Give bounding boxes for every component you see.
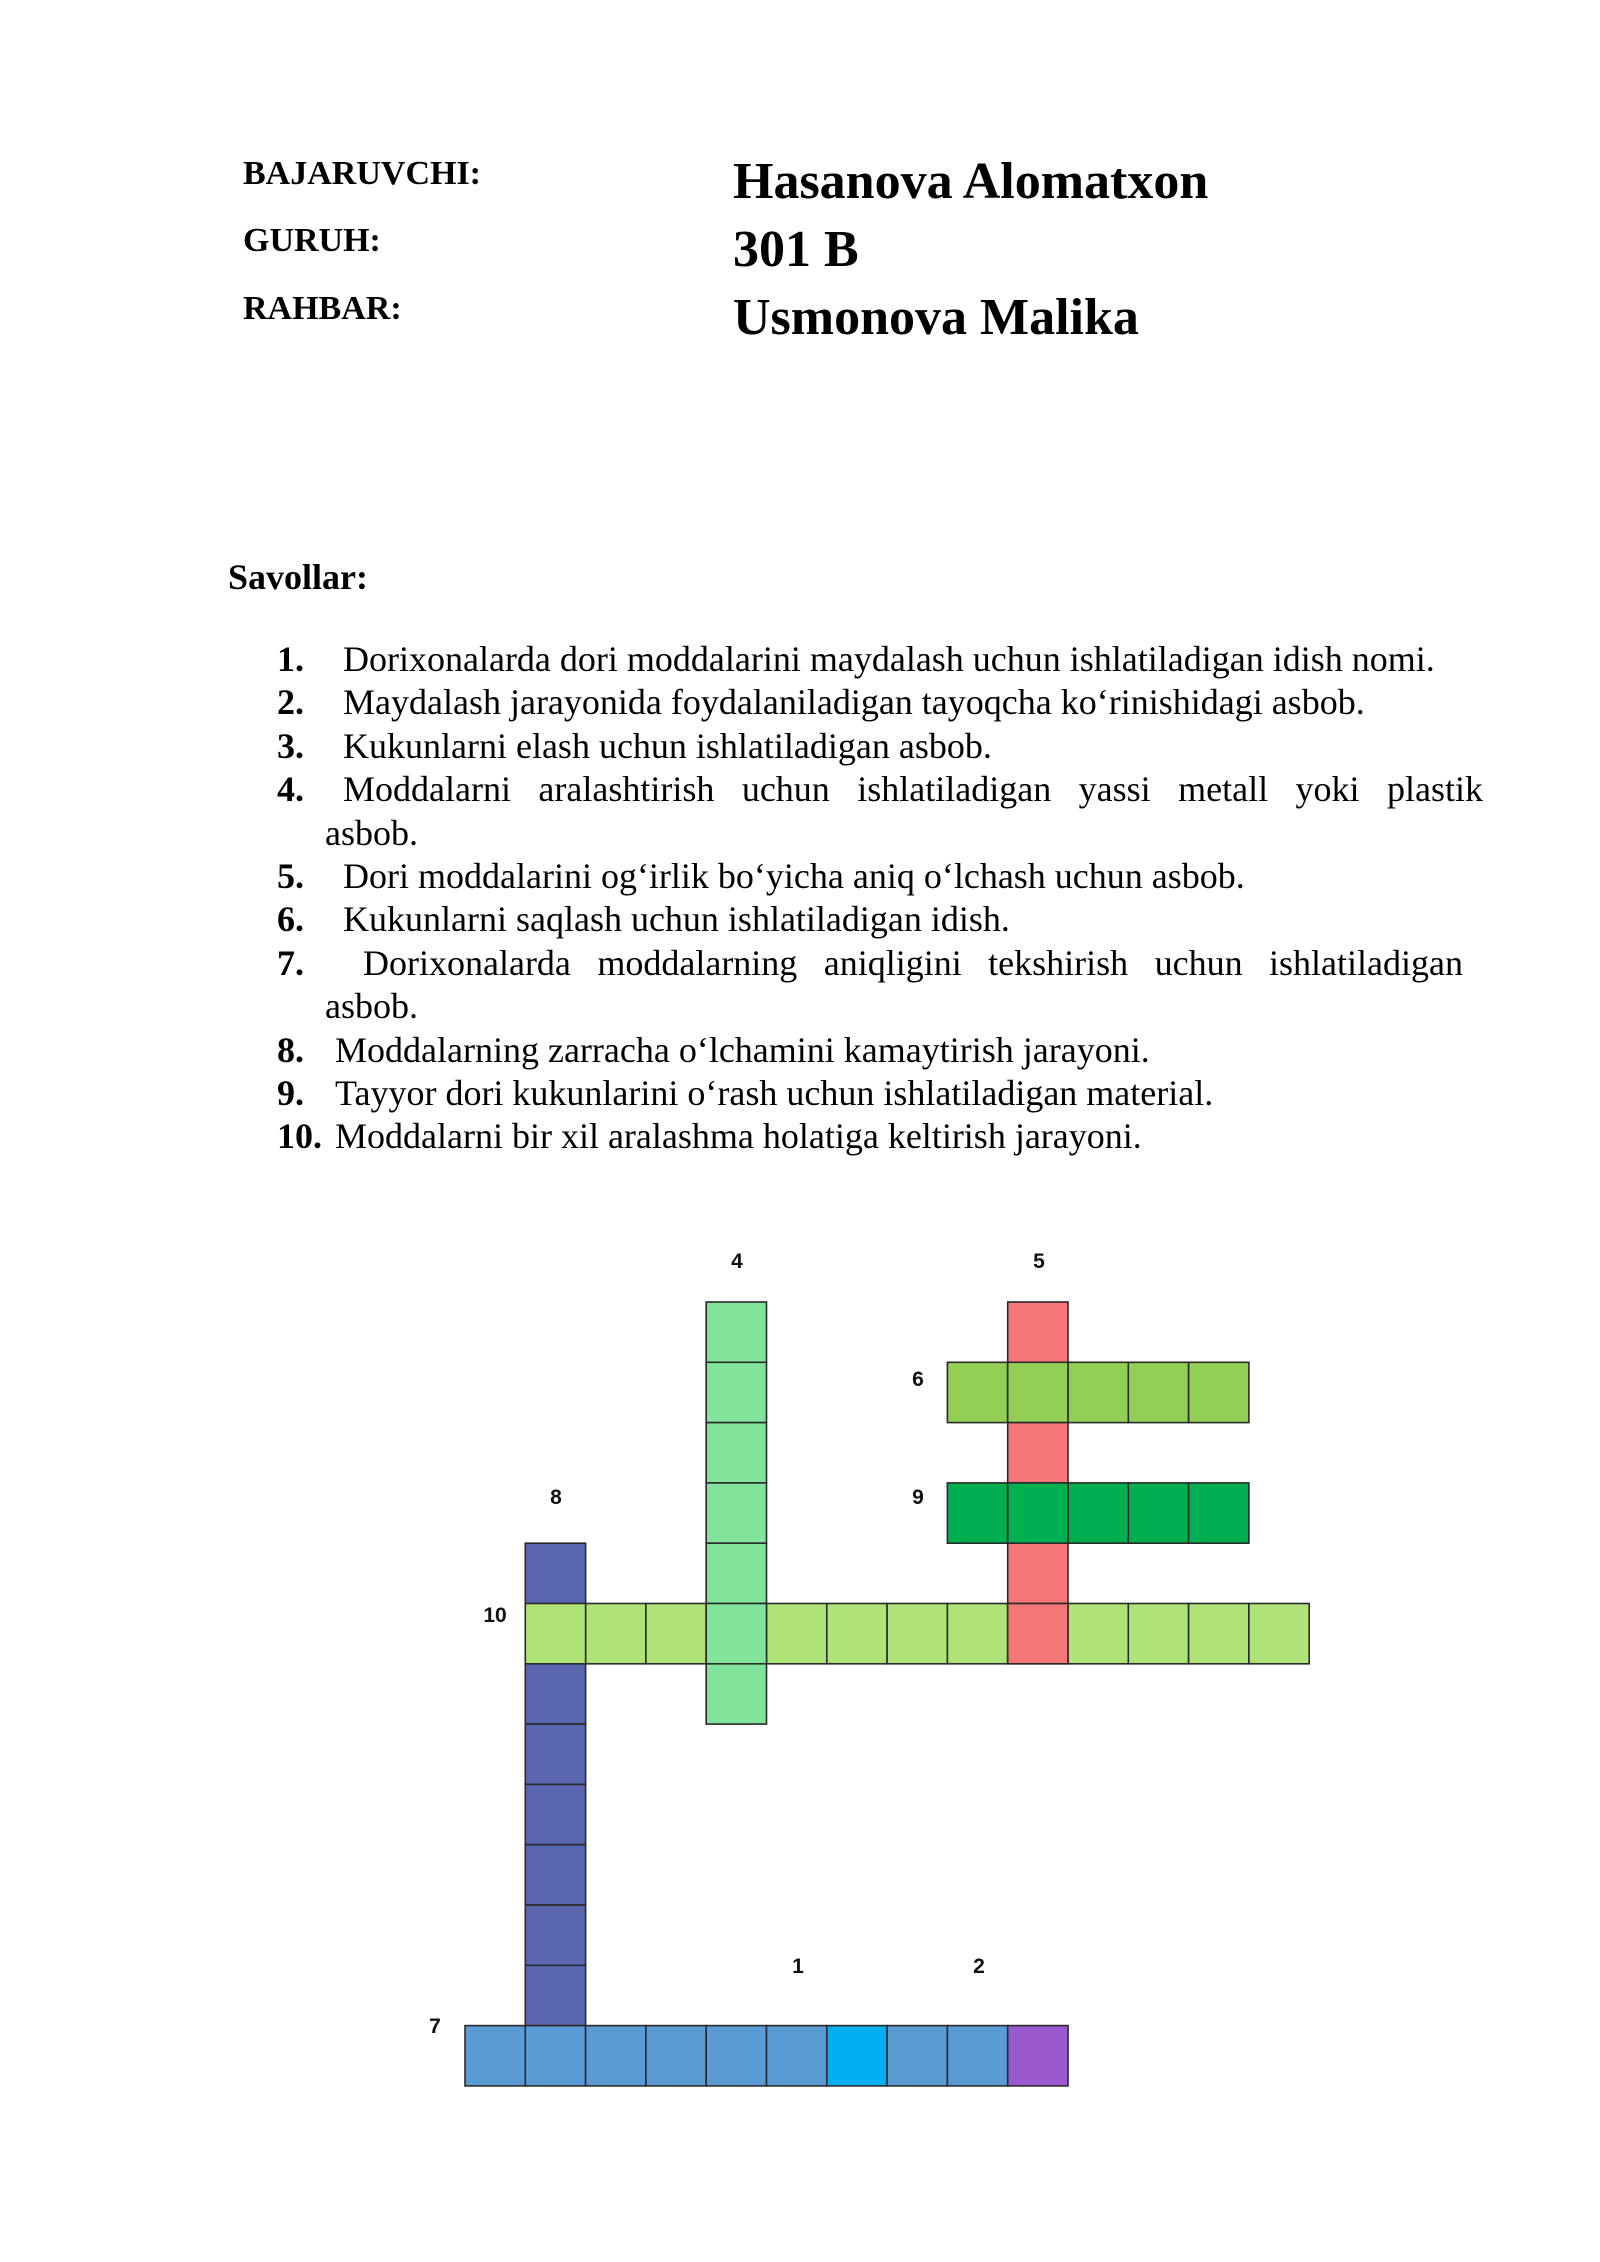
question-item xyxy=(277,768,1485,855)
crossword-cell-6[interactable] xyxy=(1189,1362,1249,1422)
crossword-cell-10[interactable] xyxy=(586,1604,646,1664)
questions-list xyxy=(277,638,1485,1159)
crossword-cell-9[interactable] xyxy=(1008,1483,1068,1543)
crossword-cell-4[interactable] xyxy=(706,1423,766,1483)
crossword-cell-7[interactable] xyxy=(586,2026,646,2086)
clue-number-9: 9 xyxy=(912,1486,924,1509)
crossword-cell-10[interactable] xyxy=(1068,1604,1128,1664)
question-text: Moddalarning zarracha o‘lchamini kamaytirish jarayoni. xyxy=(335,1029,1150,1070)
question-number: 7. xyxy=(277,942,304,983)
crossword-cell-9[interactable] xyxy=(1068,1483,1128,1543)
question-text-continued: asbob. xyxy=(325,812,418,853)
question-text: Kukunlarni elash uchun ishlatiladigan asbob. xyxy=(343,725,992,766)
question-number: 9. xyxy=(277,1073,304,1114)
crossword-cell-10[interactable] xyxy=(1008,1604,1068,1664)
clue-number-8: 8 xyxy=(550,1486,562,1509)
performer-label: BAJARUVCHI: xyxy=(243,155,481,192)
question-number: 8. xyxy=(277,1029,304,1070)
crossword-cell-5[interactable] xyxy=(1008,1483,1068,1543)
question-item xyxy=(277,638,1485,681)
clue-number-6: 6 xyxy=(912,1368,924,1391)
question-number: 10. xyxy=(277,1116,322,1157)
clue-number-7: 7 xyxy=(429,2015,441,2038)
crossword-cell-4[interactable] xyxy=(706,1664,766,1724)
crossword-cell-10[interactable] xyxy=(525,1604,585,1664)
crossword-cell-10[interactable] xyxy=(1249,1604,1309,1664)
crossword-cell-8[interactable] xyxy=(525,1724,585,1784)
question-text: Kukunlarni saqlash uchun ishlatiladigan idish. xyxy=(343,899,1010,940)
question-item xyxy=(277,898,1485,941)
crossword-cell-7[interactable] xyxy=(1008,2026,1068,2086)
question-item xyxy=(277,1029,1485,1072)
question-text: Dori moddalarini og‘irlik bo‘yicha aniq o‘lchash uchun asbob. xyxy=(343,856,1245,897)
question-text: Tayyor dori kukunlarini o‘rash uchun ishlatiladigan material. xyxy=(335,1073,1214,1114)
clue-number-2: 2 xyxy=(973,1955,985,1978)
crossword-cell-8[interactable] xyxy=(525,1905,585,1965)
crossword-cell-6[interactable] xyxy=(1008,1362,1068,1422)
question-number: 1. xyxy=(277,639,304,679)
crossword-cell-5[interactable] xyxy=(1008,1362,1068,1422)
question-item xyxy=(277,1072,1485,1115)
crossword-cell-4[interactable] xyxy=(706,1604,766,1664)
question-text: Moddalarni aralashtirish uchun ishlatiladigan yassi metall yoki plastik xyxy=(343,769,1483,810)
question-item xyxy=(277,1115,1485,1158)
crossword-cell-7[interactable] xyxy=(767,2026,827,2086)
crossword-cells xyxy=(465,1302,1309,2086)
question-number: 4. xyxy=(277,769,304,810)
crossword-cell-7[interactable] xyxy=(646,2026,706,2086)
crossword-cell-5[interactable] xyxy=(1008,1302,1068,1362)
crossword-cell-4[interactable] xyxy=(706,1302,766,1362)
crossword-cell-8[interactable] xyxy=(525,1965,585,2025)
crossword-cell-4[interactable] xyxy=(706,1543,766,1603)
crossword-cell-10[interactable] xyxy=(947,1604,1007,1664)
question-item xyxy=(277,681,1485,724)
question-number: 6. xyxy=(277,899,304,940)
question-number: 2. xyxy=(277,682,304,723)
crossword-cell-4[interactable] xyxy=(706,1483,766,1543)
crossword-cell-8[interactable] xyxy=(525,1845,585,1905)
crossword-cell-7[interactable] xyxy=(706,2026,766,2086)
crossword-cell-10[interactable] xyxy=(1128,1604,1188,1664)
crossword-cell-8[interactable] xyxy=(525,1604,585,1664)
crossword-cell-8[interactable] xyxy=(525,1543,585,1603)
question-text: Dorixonalarda dori moddalarini maydalash uchun ishlatiladigan idish nomi. xyxy=(343,639,1435,679)
question-item xyxy=(277,855,1485,898)
crossword-cell-7[interactable] xyxy=(947,2026,1007,2086)
crossword-cell-6[interactable] xyxy=(947,1362,1007,1422)
crossword-cell-4[interactable] xyxy=(706,1362,766,1422)
question-item xyxy=(277,725,1485,768)
crossword-cell-7[interactable] xyxy=(525,2026,585,2086)
clue-number-10: 10 xyxy=(483,1604,507,1627)
question-text: Moddalarni bir xil aralashma holatiga keltirish jarayoni. xyxy=(335,1116,1142,1157)
crossword-cell-6[interactable] xyxy=(1068,1362,1128,1422)
clue-number-5: 5 xyxy=(1033,1250,1045,1273)
crossword-cell-9[interactable] xyxy=(1128,1483,1188,1543)
crossword-cell-10[interactable] xyxy=(887,1604,947,1664)
crossword-cell-10[interactable] xyxy=(1189,1604,1249,1664)
crossword-cell-7[interactable] xyxy=(827,2026,887,2086)
question-text: Dorixonalarda moddalarning aniqligini tekshirish uchun ishlatiladigan xyxy=(363,942,1463,983)
crossword-cell-8[interactable] xyxy=(525,1784,585,1844)
crossword-cell-9[interactable] xyxy=(947,1483,1007,1543)
crossword-cell-7[interactable] xyxy=(465,2026,525,2086)
group-value: 301 B xyxy=(733,221,859,278)
question-item xyxy=(277,942,1485,1029)
clue-number-4: 4 xyxy=(731,1250,743,1273)
crossword-cell-10[interactable] xyxy=(767,1604,827,1664)
crossword-cell-5[interactable] xyxy=(1008,1604,1068,1664)
crossword-cell-9[interactable] xyxy=(1189,1483,1249,1543)
questions-heading: Savollar: xyxy=(228,557,368,597)
question-number: 5. xyxy=(277,856,304,897)
crossword-cell-5[interactable] xyxy=(1008,1543,1068,1603)
crossword-cell-10[interactable] xyxy=(827,1604,887,1664)
clue-number-1: 1 xyxy=(792,1955,804,1978)
question-text-continued: asbob. xyxy=(325,986,418,1027)
crossword-cell-6[interactable] xyxy=(1128,1362,1188,1422)
crossword-cell-10[interactable] xyxy=(706,1604,766,1664)
crossword-cell-5[interactable] xyxy=(1008,1423,1068,1483)
performer-name: Hasanova Alomatxon xyxy=(733,153,1209,210)
supervisor-name: Usmonova Malika xyxy=(733,289,1139,346)
crossword-cell-8[interactable] xyxy=(525,1664,585,1724)
question-number: 3. xyxy=(277,725,304,766)
crossword-cell-10[interactable] xyxy=(646,1604,706,1664)
question-text: Maydalash jarayonida foydalaniladigan tayoqcha ko‘rinishidagi asbob. xyxy=(343,682,1365,723)
crossword-cell-7[interactable] xyxy=(887,2026,947,2086)
supervisor-label: RAHBAR: xyxy=(243,290,402,327)
group-label: GURUH: xyxy=(243,222,381,259)
